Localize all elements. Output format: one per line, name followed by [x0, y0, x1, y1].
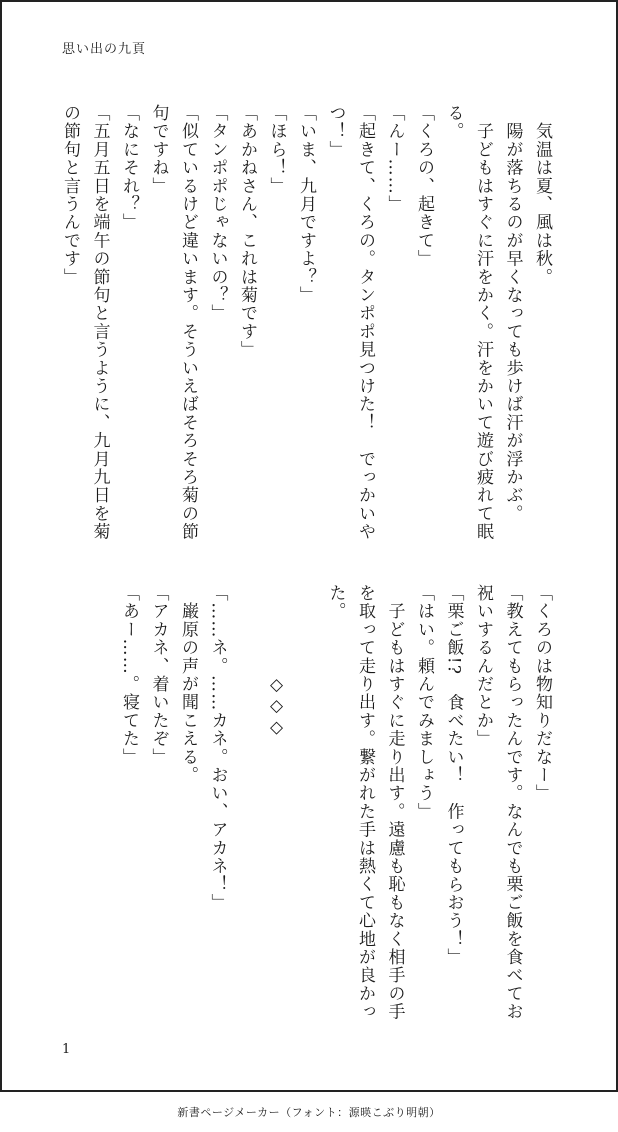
text-line: 「くろのは物知りだなー」 — [532, 584, 552, 803]
upper-text-block — [55, 104, 557, 544]
text-line: を取って走り出す。繋がれた手は熱くて心地が良かっ — [355, 584, 375, 1021]
text-line: 祝いするんだとか」 — [473, 584, 493, 748]
text-line: 子どもはすぐに汗をかく。汗をかいて遊び疲れて眠 — [473, 104, 493, 541]
text-line: 「ほら！」 — [266, 104, 287, 195]
page-title: 思い出の九頁 — [62, 42, 147, 57]
text-line: 「なにそれ？」 — [119, 104, 139, 232]
text-line: 子どもはすぐに走り出す。遠慮も恥もなく相手の手 — [384, 584, 405, 1021]
blank-line — [291, 584, 321, 1024]
text-line: 「タンポポじゃないの？」 — [207, 104, 228, 323]
text-line: 「栗ご飯!? 食べたい！ 作ってもらおう！」 — [443, 584, 464, 967]
text-line: つ！」 — [325, 104, 346, 159]
text-line: る。 — [443, 104, 464, 141]
text-line: 「んー……」 — [384, 104, 405, 214]
text-line: 「……ネ。……カネ。おい、アカネ！」 — [207, 584, 228, 912]
text-line: 「あー……。寝てた」 — [119, 584, 139, 766]
text-line: 句ですね」 — [148, 104, 169, 195]
text-line: 「似ているけど違います。そういえばそろそろ菊の節 — [178, 104, 198, 541]
text-line: 気温は夏、風は秋。 — [532, 104, 552, 286]
text-line: 「起きて、くろの。タンポポ見つけた！ でっかいや — [355, 104, 375, 541]
page-number: 1 — [62, 1042, 71, 1057]
footer-credit: 新書ページメーカー（フォント：源暎こぶり明朝） — [177, 1106, 441, 1119]
lower-text-block — [114, 584, 557, 1024]
text-line: の節句と言うんです」 — [60, 104, 80, 286]
text-line: 「アカネ、着いたぞ」 — [148, 584, 169, 766]
text-line: 巌原の声が聞こえる。 — [178, 584, 198, 785]
text-line: 「いま、九月ですよ？」 — [296, 104, 316, 305]
text-line: 「五月五日を端午の節句と言うように、九月九日を菊 — [89, 104, 110, 541]
scene-break: ◇◇◇ — [266, 584, 287, 739]
text-line: 「くろの、起きて」 — [414, 104, 434, 268]
text-line: た。 — [325, 584, 346, 621]
blank-line — [232, 584, 262, 1024]
text-line: 「教えてもらったんです。なんでも栗ご飯を食べてお — [502, 584, 523, 1021]
text-line: 「あかねさん、これは菊です」 — [237, 104, 257, 359]
text-line: 陽が落ちるのが早くなっても歩けば汗が浮かぶ。 — [502, 104, 523, 523]
text-line: 「はい。頼んでみましょう」 — [414, 584, 434, 821]
